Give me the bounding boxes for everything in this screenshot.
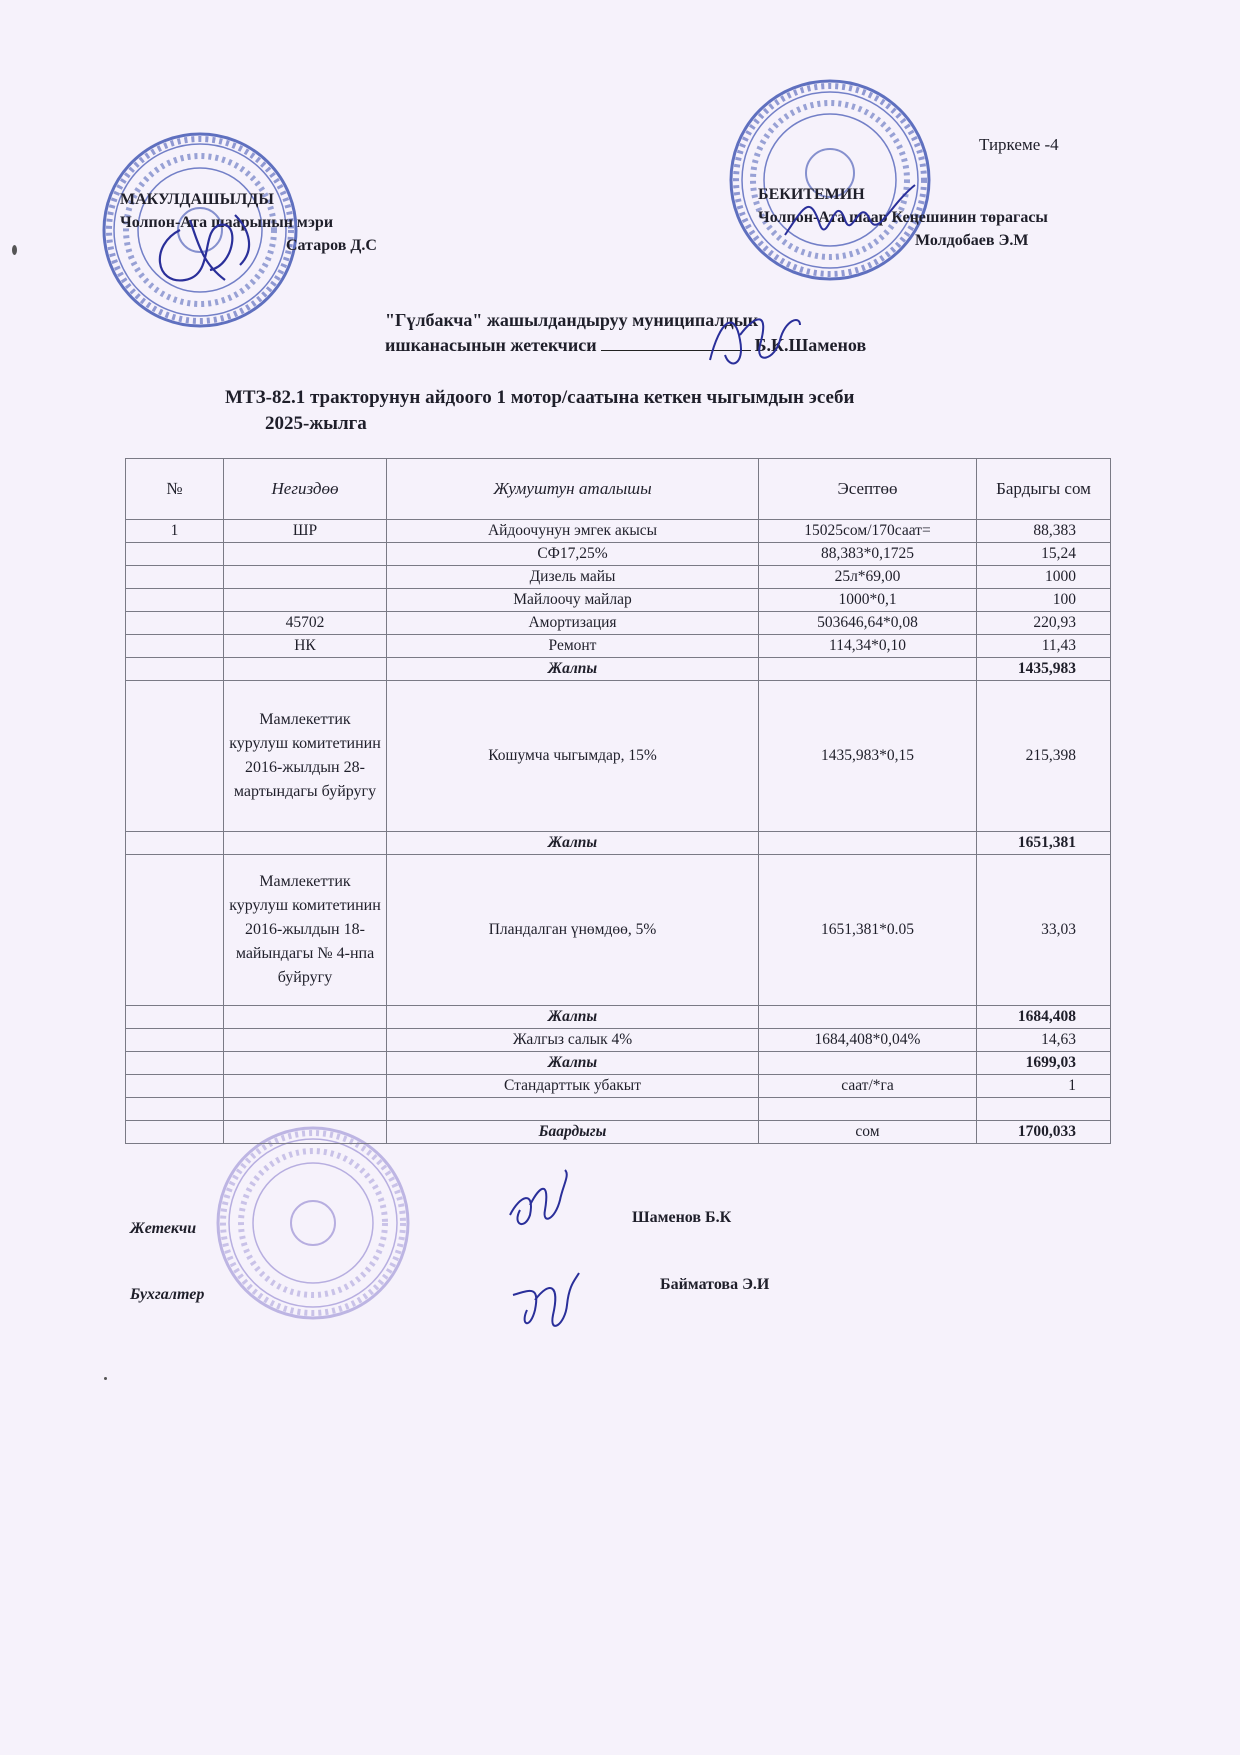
cell-number (126, 612, 224, 635)
cell-calculation: 1684,408*0,04% (759, 1029, 977, 1052)
head-name: Шаменов Б.К (632, 1209, 732, 1226)
cell-calculation (759, 1006, 977, 1029)
appendix-label: Тиркеме -4 (979, 135, 1059, 154)
cell-work-name: Жалпы (387, 658, 759, 681)
enterprise-stamp (215, 1125, 411, 1321)
organization-head-position: ишканасынын жетекчиси (385, 335, 597, 355)
cell-work-name: Ремонт (387, 635, 759, 658)
cell-work-name: Жалпы (387, 1052, 759, 1075)
accountant-label: Бухгалтер (130, 1286, 205, 1303)
header-basis: Негиздөө (224, 459, 387, 520)
cell-number (126, 658, 224, 681)
cell-calculation (759, 1052, 977, 1075)
cell-basis (224, 566, 387, 589)
cell-work-name: Жалпы (387, 832, 759, 855)
cell-calculation: 503646,64*0,08 (759, 612, 977, 635)
table-row (126, 1052, 1111, 1075)
header-number: № (126, 459, 224, 520)
accountant-name: Байматова Э.И (660, 1276, 770, 1293)
cell-basis (224, 1121, 387, 1144)
table-row (126, 520, 1111, 543)
cell-number (126, 1075, 224, 1098)
cell-calculation: 1435,983*0,15 (759, 681, 977, 832)
cell-work-name: Кошумча чыгымдар, 15% (387, 681, 759, 832)
head-signature (500, 1165, 580, 1245)
cell-basis: Мамлекеттик курулуш комитетинин 2016-жылдын 28-мартындагы буйругу (224, 681, 387, 832)
cell-basis: НК (224, 635, 387, 658)
cell-basis (224, 1052, 387, 1075)
cell-work-name: СФ17,25% (387, 543, 759, 566)
council-chair-signature (780, 165, 920, 255)
cell-number (126, 1006, 224, 1029)
cell-work-name (387, 1098, 759, 1121)
cell-number (126, 1052, 224, 1075)
cell-calculation: 15025сом/170саат= (759, 520, 977, 543)
cell-number (126, 681, 224, 832)
table-row (126, 658, 1111, 681)
table-row (126, 566, 1111, 589)
cell-work-name: Стандарттык убакыт (387, 1075, 759, 1098)
cell-total: 1684,408 (977, 1006, 1111, 1029)
scan-speck (104, 1377, 107, 1380)
header-calculation: Эсептөө (759, 459, 977, 520)
cell-basis (224, 1098, 387, 1121)
cell-calculation: 25л*69,00 (759, 566, 977, 589)
cell-total (977, 1098, 1111, 1121)
cell-calculation (759, 1098, 977, 1121)
cell-basis: Мамлекеттик курулуш комитетинин 2016-жылдын 18-майындагы № 4-нпа буйругу (224, 855, 387, 1006)
approval-left-title: МАКУЛДАШЫЛДЫ (120, 191, 274, 208)
cell-basis (224, 1029, 387, 1052)
approval-right-name: Молдобаев Э.М (915, 232, 1029, 249)
document-year: 2025-жылга (265, 413, 367, 434)
cell-total: 14,63 (977, 1029, 1111, 1052)
cell-basis: 45702 (224, 612, 387, 635)
cell-calculation: 88,383*0,1725 (759, 543, 977, 566)
table-header-row (126, 459, 1111, 520)
cell-total: 88,383 (977, 520, 1111, 543)
table-row (126, 1006, 1111, 1029)
table-row (126, 1098, 1111, 1121)
mayor-signature (140, 190, 270, 300)
organization-head-name: Б.К.Шаменов (754, 335, 867, 355)
table-row (126, 832, 1111, 855)
table-row (126, 855, 1111, 1006)
table-row (126, 681, 1111, 832)
cell-total: 215,398 (977, 681, 1111, 832)
table-row (126, 612, 1111, 635)
header-total: Бардыгы сом (977, 459, 1111, 520)
cell-number: 1 (126, 520, 224, 543)
cell-number (126, 1029, 224, 1052)
table-row (126, 1075, 1111, 1098)
cell-number (126, 855, 224, 1006)
cell-basis (224, 1006, 387, 1029)
cell-calculation: 1000*0,1 (759, 589, 977, 612)
cell-number (126, 1098, 224, 1121)
cell-work-name: Майлоочу майлар (387, 589, 759, 612)
cell-basis (224, 1075, 387, 1098)
approval-left-name: Сатаров Д.С (286, 237, 377, 254)
cell-number (126, 543, 224, 566)
cell-number (126, 635, 224, 658)
approval-right-title: БЕКИТЕМИН (758, 186, 865, 203)
cell-calculation: 114,34*0,10 (759, 635, 977, 658)
cell-calculation (759, 658, 977, 681)
cell-work-name: Баардыгы (387, 1121, 759, 1144)
table-row (126, 543, 1111, 566)
cell-calculation (759, 832, 977, 855)
cell-total: 1651,381 (977, 832, 1111, 855)
cell-number (126, 566, 224, 589)
organization-name: "Гүлбакча" жашылдандыруу муниципалдык (385, 310, 759, 330)
cell-basis (224, 589, 387, 612)
cost-calculation-table (125, 458, 1111, 1144)
header-work-name: Жумуштун аталышы (387, 459, 759, 520)
cell-number (126, 589, 224, 612)
cell-work-name: Жалгыз салык 4% (387, 1029, 759, 1052)
cell-calculation: 1651,381*0.05 (759, 855, 977, 1006)
cell-total: 1000 (977, 566, 1111, 589)
table-row (126, 635, 1111, 658)
table-row (126, 1121, 1111, 1144)
cell-total: 33,03 (977, 855, 1111, 1006)
cell-basis (224, 832, 387, 855)
cell-basis: ШР (224, 520, 387, 543)
cell-total: 1435,983 (977, 658, 1111, 681)
table-row (126, 589, 1111, 612)
cell-total: 11,43 (977, 635, 1111, 658)
cell-work-name: Дизель майы (387, 566, 759, 589)
cell-number (126, 1121, 224, 1144)
director-signature (700, 300, 810, 375)
cell-work-name: Жалпы (387, 1006, 759, 1029)
cell-basis (224, 658, 387, 681)
cell-calculation: сом (759, 1121, 977, 1144)
cell-total: 1700,033 (977, 1121, 1111, 1144)
cell-work-name: Амортизация (387, 612, 759, 635)
cell-total: 100 (977, 589, 1111, 612)
scan-speck (12, 245, 17, 255)
approval-left-position: Чолпон-Ата шаарынын мэри (120, 214, 334, 231)
cell-work-name: Айдоочунун эмгек акысы (387, 520, 759, 543)
approval-right-position: Чолпон-Ата шаар Кеңешинин төрагасы (758, 209, 1048, 226)
cell-work-name: Пландалган үнөмдөө, 5% (387, 855, 759, 1006)
cell-basis (224, 543, 387, 566)
accountant-signature (505, 1265, 585, 1340)
cell-number (126, 832, 224, 855)
cell-total: 15,24 (977, 543, 1111, 566)
cell-total: 1699,03 (977, 1052, 1111, 1075)
cell-total: 220,93 (977, 612, 1111, 635)
head-label: Жетекчи (130, 1220, 197, 1237)
table-row (126, 1029, 1111, 1052)
cell-calculation: саат/*га (759, 1075, 977, 1098)
cell-total: 1 (977, 1075, 1111, 1098)
document-title: МТЗ-82.1 тракторунун айдоого 1 мотор/саатына кеткен чыгымдын эсеби (225, 387, 855, 408)
